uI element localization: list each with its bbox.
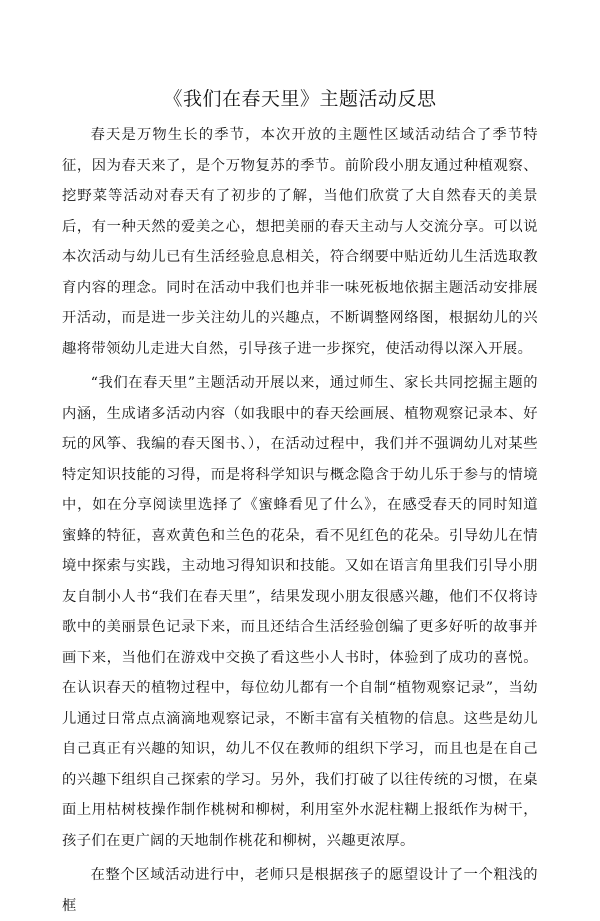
paragraph-3: 在整个区域活动进行中，老师只是根据孩子的愿望设计了一个粗浅的框: [62, 867, 538, 914]
paragraph-2: “我们在春天里”主题活动开展以来，通过师生、家长共同挖掘主题的内涵，生成诸多活动内容（如我眼中的春天绘画展、植物观察记录本、好玩的风筝、我编的春天图书、），在活动过程中，我们并不强调幼儿对某些特定知识技能的习得，而是将科学知识与概念隐含于幼儿乐于参与的情境中，如在分享阅读里选择了《蜜蜂看见了什么》，在感受春天的同时知道蜜蜂的特征，喜欢黄色和兰色的花朵，看不见红色的花朵。引导幼儿在情境中探索与实践，主动地习得知识和技能。又如在语言角里我们引导小朋友自制小人书“我们在春天里”，结果发现小朋友很感兴趣，他们不仅将诗歌中的美丽景色记录下来，而且还结合生活经验创编了更多好听的故事并画下来，当他们在游戏中交换了看这些小人书时，体验到了成功的喜悦。在认识春天的植物过程中，每位幼儿都有一个自制“植物观察记录”，当幼儿通过日常点点滴滴地观察记录，不断丰富有关植物的信息。这些是幼儿自己真正有兴趣的知识，幼儿不仅在教师的组织下学习，而且也是在自己的兴趣下组织自己探索的学习。另外，我们打破了以往传统的习惯，在桌面上用枯树枝操作制作桃树和柳树，利用室外水泥柱糊上报纸作为树干，孩子们在更广阔的天地制作桃花和柳树，兴趣更浓厚。: [62, 375, 538, 849]
document-title: 《我们在春天里》主题活动反思: [163, 88, 437, 110]
paragraph-1: 春天是万物生长的季节，本次开放的主题性区域活动结合了季节特征，因为春天来了，是个万物复苏的季节。前阶段小朋友通过种植观察、挖野菜等活动对春天有了初步的了解，当他们欣赏了大自然春天的美景后，有一种天然的爱美之心，想把美丽的春天主动与人交流分享。可以说本次活动与幼儿已有生活经验息息相关，符合纲要中贴近幼儿生活选取教育内容的理念。同时在活动中我们也并非一味死板地依据主题活动安排展开活动，而是进一步关注幼儿的兴趣点，不断调整网络图，根据幼儿的兴趣将带领幼儿走进大自然，引导孩子进一步探究，使活动得以深入开展。: [62, 127, 538, 357]
